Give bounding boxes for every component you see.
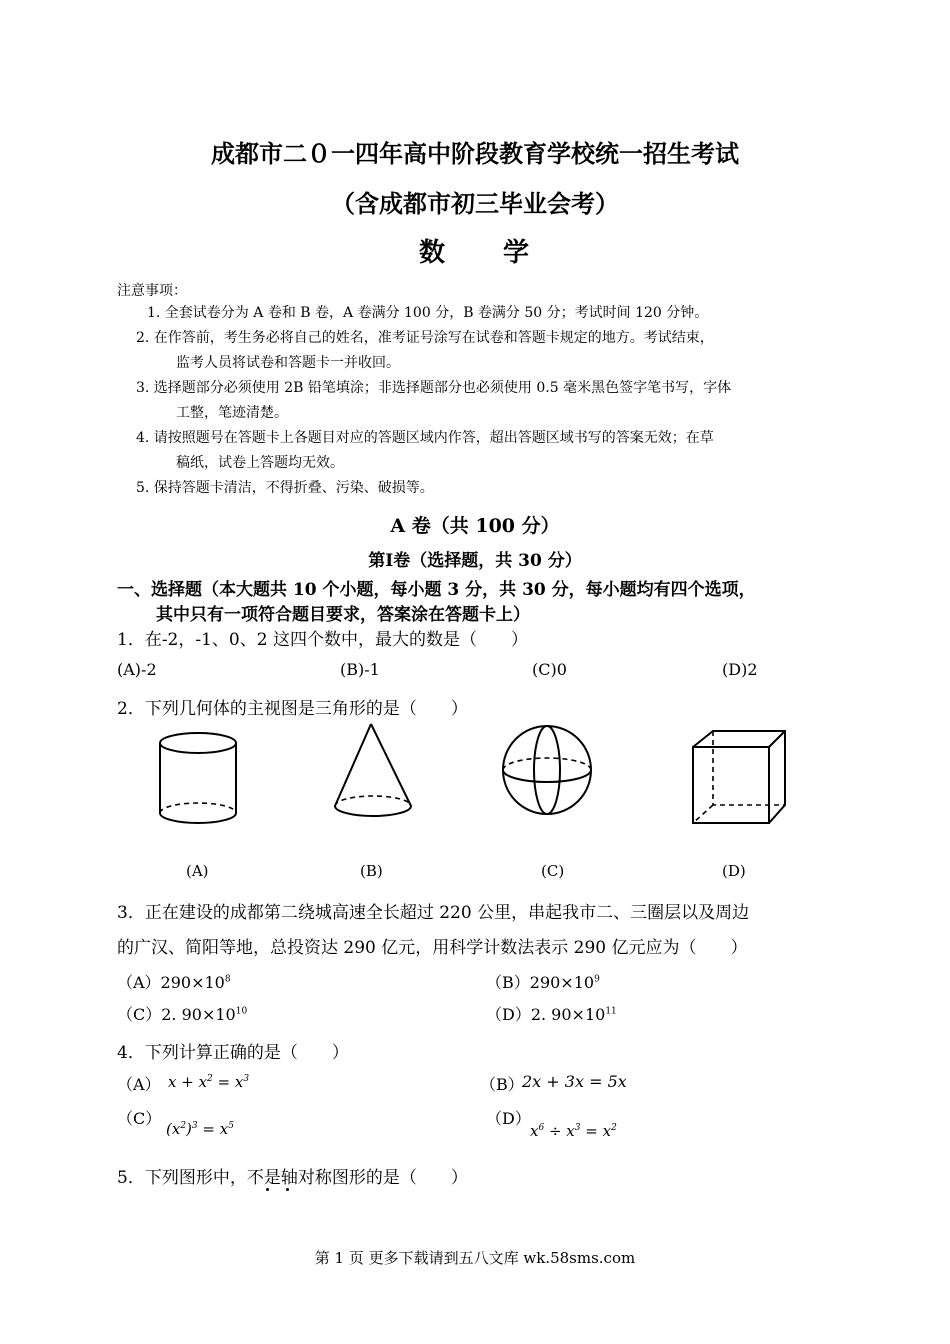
note-item: 工整，笔迹清楚。 — [176, 405, 288, 421]
q4-option-a-expr: $x + x^2 = x^3$ — [168, 1073, 250, 1091]
q3-line-1: 3．正在建设的成都第二绕城高速全长超过 220 公里，串起我市二、三圈层以及周边 — [117, 903, 750, 923]
note-item: 1. 全套试卷分为 A 卷和 B 卷，A 卷满分 100 分，B 卷满分 50 分；考试时间 120 分钟。 — [147, 305, 709, 321]
q1-stem: 1．在-2，-1、0、2 这四个数中，最大的数是（ ） — [117, 630, 528, 650]
instructions-line-2: 其中只有一项符合题目要求，答案涂在答题卡上） — [156, 605, 530, 625]
q4-option-c-expr: $(x^2)^3 = x^5$ — [166, 1120, 234, 1138]
sphere-figure — [495, 718, 605, 833]
q3-option-c: （C）2. $90\times 10^{10}$ — [117, 1005, 248, 1024]
q2-caption-d: (D) — [722, 862, 746, 880]
q3-option-a: $(A)290\times 10^8$ — [117, 973, 231, 992]
emphasis-dot — [286, 1188, 289, 1191]
q2-caption-c: (C) — [541, 862, 565, 880]
q1-option-b: (B)-1 — [340, 660, 380, 679]
q4-option-b-expr: 2x + 3x = 5x — [522, 1072, 627, 1091]
section-a-heading: A 卷（共 100 分） — [390, 515, 560, 537]
q1-option-a: (A)-2 — [117, 660, 157, 679]
cube-figure — [685, 725, 795, 830]
cylinder-figure — [150, 725, 250, 830]
cone-figure — [325, 718, 425, 833]
q4-label-b: （B） — [480, 1075, 524, 1094]
q4-label-a: （A） — [117, 1075, 161, 1094]
note-item: 3. 选择题部分必须使用 2B 铅笔填涂；非选择题部分也必须使用 0.5 毫米黑色签字笔书写，字体 — [136, 380, 732, 396]
q2-stem: 2．下列几何体的主视图是三角形的是（ ） — [117, 699, 468, 719]
q3-option-d: （D）2. $90\times 10^{11}$ — [486, 1005, 617, 1024]
exam-title: 成都市二０一四年高中阶段教育学校统一招生考试 — [211, 139, 739, 168]
page-footer: 第 1 页 更多下载请到五八文库 wk.58sms.com — [314, 1249, 636, 1267]
subject-title: 数 学 — [418, 238, 531, 268]
note-item: 2. 在作答前，考生务必将自己的姓名，准考证号涂写在试卷和答题卡规定的地方。考试结束， — [136, 330, 714, 346]
q4-label-d: （D） — [486, 1109, 531, 1128]
part-1-heading: 第Ⅰ卷（选择题，共 30 分） — [368, 551, 582, 571]
exam-subtitle: （含成都市初三毕业会考） — [331, 189, 619, 218]
note-item: 监考人员将试卷和答题卡一并收回。 — [176, 355, 400, 371]
instructions-line-1: 一、选择题（本大题共 10 个小题，每小题 3 分，共 30 分，每小题均有四个选项， — [117, 580, 756, 600]
q2-caption-b: (B) — [360, 862, 383, 880]
q4-stem: 4．下列计算正确的是（ ） — [117, 1043, 349, 1063]
note-item: 稿纸，试卷上答题均无效。 — [176, 455, 344, 471]
note-item: 4. 请按照题号在答题卡上各题目对应的答题区域内作答，超出答题区域书写的答案无效；在草 — [136, 430, 714, 446]
note-item: 5. 保持答题卡清洁，不得折叠、污染、破损等。 — [136, 480, 434, 496]
q3-option-b: $(B)290\times 10^9$ — [486, 973, 600, 992]
q1-option-c: (C)0 — [532, 660, 567, 679]
q5-stem: 5．下列图形中，不是轴对称图形的是（ ） — [117, 1168, 468, 1188]
q4-label-c: （C） — [117, 1109, 162, 1128]
notes-heading: 注意事项： — [117, 283, 187, 299]
emphasis-dot — [266, 1188, 269, 1191]
q2-caption-a: (A) — [186, 862, 209, 880]
q3-line-2: 的广汉、简阳等地，总投资达 290 亿元，用科学计数法表示 290 亿元应为（ ） — [117, 938, 748, 958]
q1-option-d: (D)2 — [722, 660, 758, 679]
q4-option-d-expr: $x^6 \div x^3 = x^2$ — [530, 1122, 617, 1140]
